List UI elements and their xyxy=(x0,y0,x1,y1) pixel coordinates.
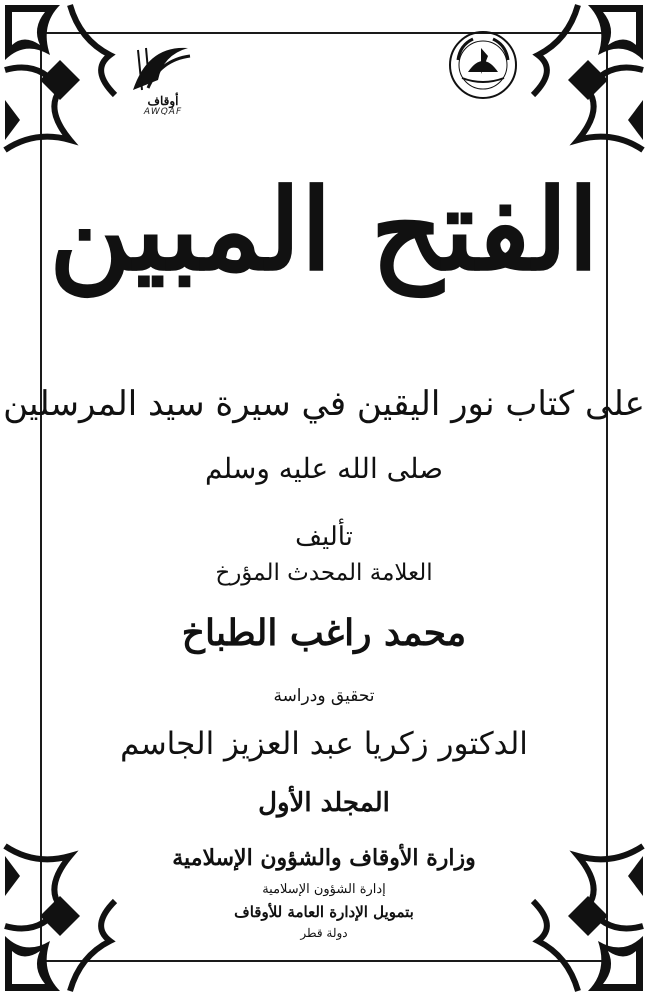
book-title: الفتح المبين xyxy=(49,165,599,296)
author-name: محمد راغب الطباخ xyxy=(181,612,467,654)
salawat-phrase: صلى الله عليه وسلم xyxy=(205,452,443,485)
ministry-seal-logo xyxy=(448,30,518,100)
publisher-department: إدارة الشؤون الإسلامية xyxy=(262,882,386,897)
book-subtitle: على كتاب نور اليقين في سيرة سيد المرسلين xyxy=(3,384,645,424)
corner-ornament-top-left xyxy=(0,0,120,160)
volume-label: المجلد الأول xyxy=(258,788,390,818)
editor-name: الدكتور زكريا عبد العزيز الجاسم xyxy=(120,726,528,762)
awqaf-logo-latin: AWQAF xyxy=(143,107,183,117)
awqaf-logo xyxy=(118,40,208,130)
publisher-country: دولة قطر xyxy=(300,926,348,940)
authoring-label: تأليف xyxy=(295,522,353,552)
editing-label: تحقيق ودراسة xyxy=(273,686,375,706)
corner-ornament-top-right xyxy=(528,0,648,160)
author-description: العلامة المحدث المؤرخ xyxy=(215,560,433,586)
publisher-funding: بتمويل الإدارة العامة للأوقاف xyxy=(234,903,414,921)
publisher-ministry: وزارة الأوقاف والشؤون الإسلامية xyxy=(172,845,476,871)
awqaf-logo-arabic: أوقاف xyxy=(147,94,179,108)
